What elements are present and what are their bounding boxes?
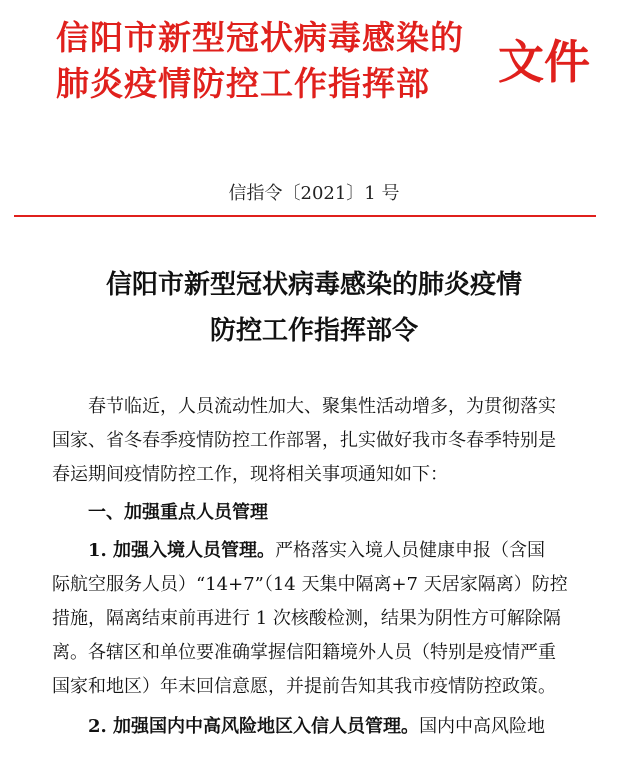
- intro-line-1: 春节临近，人员流动性加大、聚集性活动增多，为贯彻落实: [88, 396, 556, 417]
- item-1-line-4: 离。各辖区和单位要准确掌握信阳籍境外人员（特别是疫情严重: [52, 642, 556, 663]
- item-1-text-start: 严格落实入境人员健康申报（含国: [275, 540, 546, 561]
- intro-line-2: 国家、省冬春季疫情防控工作部署，扎实做好我市冬春季特别是: [52, 430, 556, 451]
- item-2-line-1: [52, 712, 628, 742]
- masthead-suffix-wenjian: 文件: [498, 35, 590, 89]
- section-1-heading: 一、加强重点人员管理: [88, 502, 268, 523]
- item-1-line-3: 措施，隔离结束前再进行 1 次核酸检测，结果为阴性方可解除隔: [52, 608, 561, 629]
- red-divider-line: [14, 215, 596, 217]
- item-1-label: 1. 加强入境人员管理。: [88, 540, 276, 561]
- document-title-line-2: 防控工作指挥部令: [209, 316, 418, 346]
- item-2-label: 2. 加强国内中高风险地区入信人员管理。: [88, 716, 420, 737]
- intro-line-3: 春运期间疫情防控工作，现将相关事项通知如下：: [52, 464, 448, 485]
- item-1-line-1: [52, 536, 628, 566]
- document-title-line-1: 信阳市新型冠状病毒感染的肺炎疫情: [105, 270, 522, 300]
- masthead-line-1: 信阳市新型冠状病毒感染的: [56, 18, 464, 57]
- masthead-line-2: 肺炎疫情防控工作指挥部: [56, 64, 430, 103]
- red-masthead: [0, 0, 628, 120]
- item-1-line-5: 国家和地区）年末回信意愿，并提前告知其我市疫情防控政策。: [52, 676, 556, 697]
- item-2-text-start: 国内中高风险地: [419, 716, 546, 737]
- document-number: 信指令〔2021〕1 号: [228, 183, 400, 204]
- item-1-line-2: 际航空服务人员）“14+7”（14 天集中隔离+7 天居家隔离）防控: [52, 574, 568, 595]
